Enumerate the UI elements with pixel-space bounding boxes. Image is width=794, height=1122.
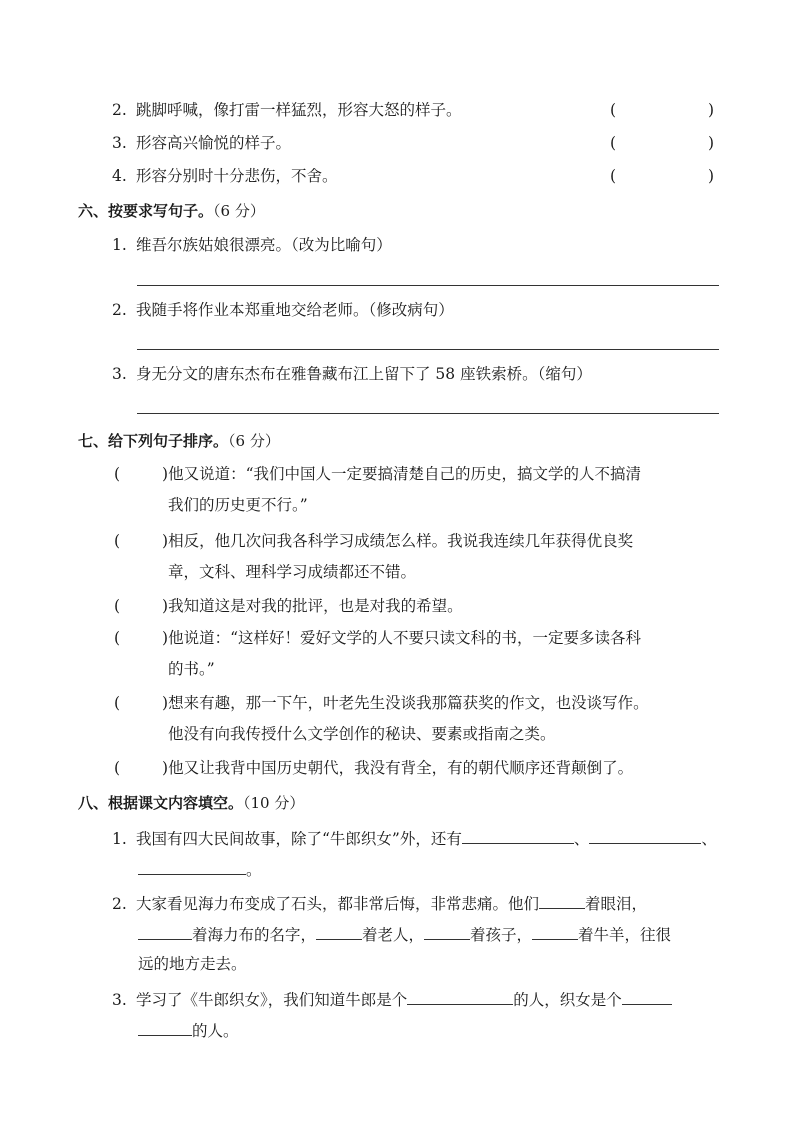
fill-blank[interactable] xyxy=(622,987,672,1005)
item-number: 2. xyxy=(112,101,127,119)
sort-item-cont: 的书。” xyxy=(168,660,215,678)
fill-item-2-cont: 着海力布的名字， 着老人， 着孩子， 着牛羊，往很 xyxy=(138,922,671,946)
item-text: 身无分文的唐东杰布在雅鲁藏布江上留下了 58 座铁索桥。（缩句） xyxy=(136,365,592,383)
item-5-2 xyxy=(112,99,462,121)
answer-paren-close: ) xyxy=(708,101,715,119)
sort-text: 我知道这是对我的批评，也是对我的希望。 xyxy=(168,597,463,615)
fill-blank[interactable] xyxy=(138,1018,192,1036)
item-number: 2. xyxy=(112,301,127,319)
section-points: （10 分） xyxy=(243,794,305,812)
sort-item-cont: 章，文科、理科学习成绩都还不错。 xyxy=(168,563,417,581)
item-text: 我随手将作业本郑重地交给老师。（修改病句） xyxy=(136,301,454,319)
order-blank[interactable]: ( xyxy=(114,465,121,483)
item-number: 3. xyxy=(112,134,127,152)
item-5-3 xyxy=(112,132,291,154)
item-number: 1. xyxy=(112,236,127,254)
item-number: 3. xyxy=(112,991,127,1009)
fill-item-2: 2. 大家看见海力布变成了石头，都非常后悔，非常悲痛。他们 着眼泪， xyxy=(112,891,647,915)
sort-item: ( )我知道这是对我的批评，也是对我的希望。 xyxy=(114,597,463,615)
fill-blank[interactable] xyxy=(462,826,574,844)
fill-item-3-cont: 的人。 xyxy=(138,1018,239,1042)
item-text: 维吾尔族姑娘很漂亮。（改为比喻句） xyxy=(136,236,392,254)
sort-text: 相反，他几次问我各科学习成绩怎么样。我说我连续几年获得优良奖 xyxy=(168,532,634,550)
sort-text: 他又让我背中国历史朝代，我没有背全，有的朝代顺序还背颠倒了。 xyxy=(168,759,634,777)
sort-item: ( )相反，他几次问我各科学习成绩怎么样。我说我连续几年获得优良奖 xyxy=(114,532,634,550)
item-6-3 xyxy=(112,363,592,385)
sort-item: ( )他说道：“这样好！爱好文学的人不要只读文科的书，一定要多读各科 xyxy=(114,629,641,647)
item-number: 4. xyxy=(112,167,127,185)
sort-text: 他说道：“这样好！爱好文学的人不要只读文科的书，一定要多读各科 xyxy=(168,629,641,647)
answer-paren-open: ( xyxy=(610,167,617,185)
fill-blank[interactable] xyxy=(407,987,513,1005)
answer-line[interactable] xyxy=(137,285,719,286)
answer-paren-open: ( xyxy=(610,134,617,152)
order-blank[interactable]: ( xyxy=(114,759,121,777)
item-text: 形容高兴愉悦的样子。 xyxy=(136,134,292,152)
item-6-1 xyxy=(112,234,392,256)
fill-blank[interactable] xyxy=(138,922,192,940)
sort-text: 他又说道：“我们中国人一定要搞清楚自己的历史，搞文学的人不搞清 xyxy=(168,465,641,483)
item-number: 3. xyxy=(112,365,127,383)
item-6-2 xyxy=(112,299,454,321)
fill-blank[interactable] xyxy=(316,922,362,940)
sort-item: ( )他又说道：“我们中国人一定要搞清楚自己的历史，搞文学的人不搞清 xyxy=(114,465,641,483)
section-title: 八、根据课文内容填空。 xyxy=(78,794,244,812)
order-blank[interactable]: ( xyxy=(114,597,121,615)
order-blank[interactable]: ( xyxy=(114,694,121,712)
answer-line[interactable] xyxy=(137,413,719,414)
answer-paren-close: ) xyxy=(708,134,715,152)
section-6-heading xyxy=(78,200,265,222)
sort-item-cont: 我们的历史更不行。” xyxy=(168,496,308,514)
answer-line[interactable] xyxy=(137,349,719,350)
order-blank[interactable]: ( xyxy=(114,629,121,647)
fill-blank[interactable] xyxy=(539,891,585,909)
section-points: （6 分） xyxy=(213,202,265,220)
sort-text: 想来有趣，那一下午，叶老先生没谈我那篇获奖的作文，也没谈写作。 xyxy=(168,694,649,712)
item-number: 2. xyxy=(112,895,127,913)
sort-item: ( )想来有趣，那一下午，叶老先生没谈我那篇获奖的作文，也没谈写作。 xyxy=(114,694,649,712)
item-5-4 xyxy=(112,165,338,187)
answer-paren-close: ) xyxy=(708,167,715,185)
sort-item: ( )他又让我背中国历史朝代，我没有背全，有的朝代顺序还背颠倒了。 xyxy=(114,759,634,777)
section-7-heading xyxy=(78,430,280,452)
fill-blank[interactable] xyxy=(138,857,246,875)
fill-blank[interactable] xyxy=(532,922,578,940)
item-text: 跳脚呼喊，像打雷一样猛烈，形容大怒的样子。 xyxy=(136,101,462,119)
fill-item-2-end: 远的地方走去。 xyxy=(138,955,247,973)
fill-item-3: 3. 学习了《牛郎织女》，我们知道牛郎是个 的人，织女是个 xyxy=(112,987,672,1011)
sort-item-cont: 他没有向我传授什么文学创作的秘诀、要素或指南之类。 xyxy=(168,725,556,743)
fill-item-1-cont: 。 xyxy=(138,857,262,881)
fill-item-1: 1. 我国有四大民间故事，除了“牛郎织女”外，还有 、 、 xyxy=(112,826,717,850)
section-points: （6 分） xyxy=(228,432,280,450)
fill-blank[interactable] xyxy=(424,922,470,940)
section-8-heading xyxy=(78,792,304,814)
section-title: 七、给下列句子排序。 xyxy=(78,432,229,450)
section-title: 六、按要求写句子。 xyxy=(78,202,214,220)
fill-blank[interactable] xyxy=(589,826,701,844)
order-blank[interactable]: ( xyxy=(114,532,121,550)
item-text: 形容分别时十分悲伤，不舍。 xyxy=(136,167,338,185)
answer-paren-open: ( xyxy=(610,101,617,119)
item-number: 1. xyxy=(112,830,127,848)
